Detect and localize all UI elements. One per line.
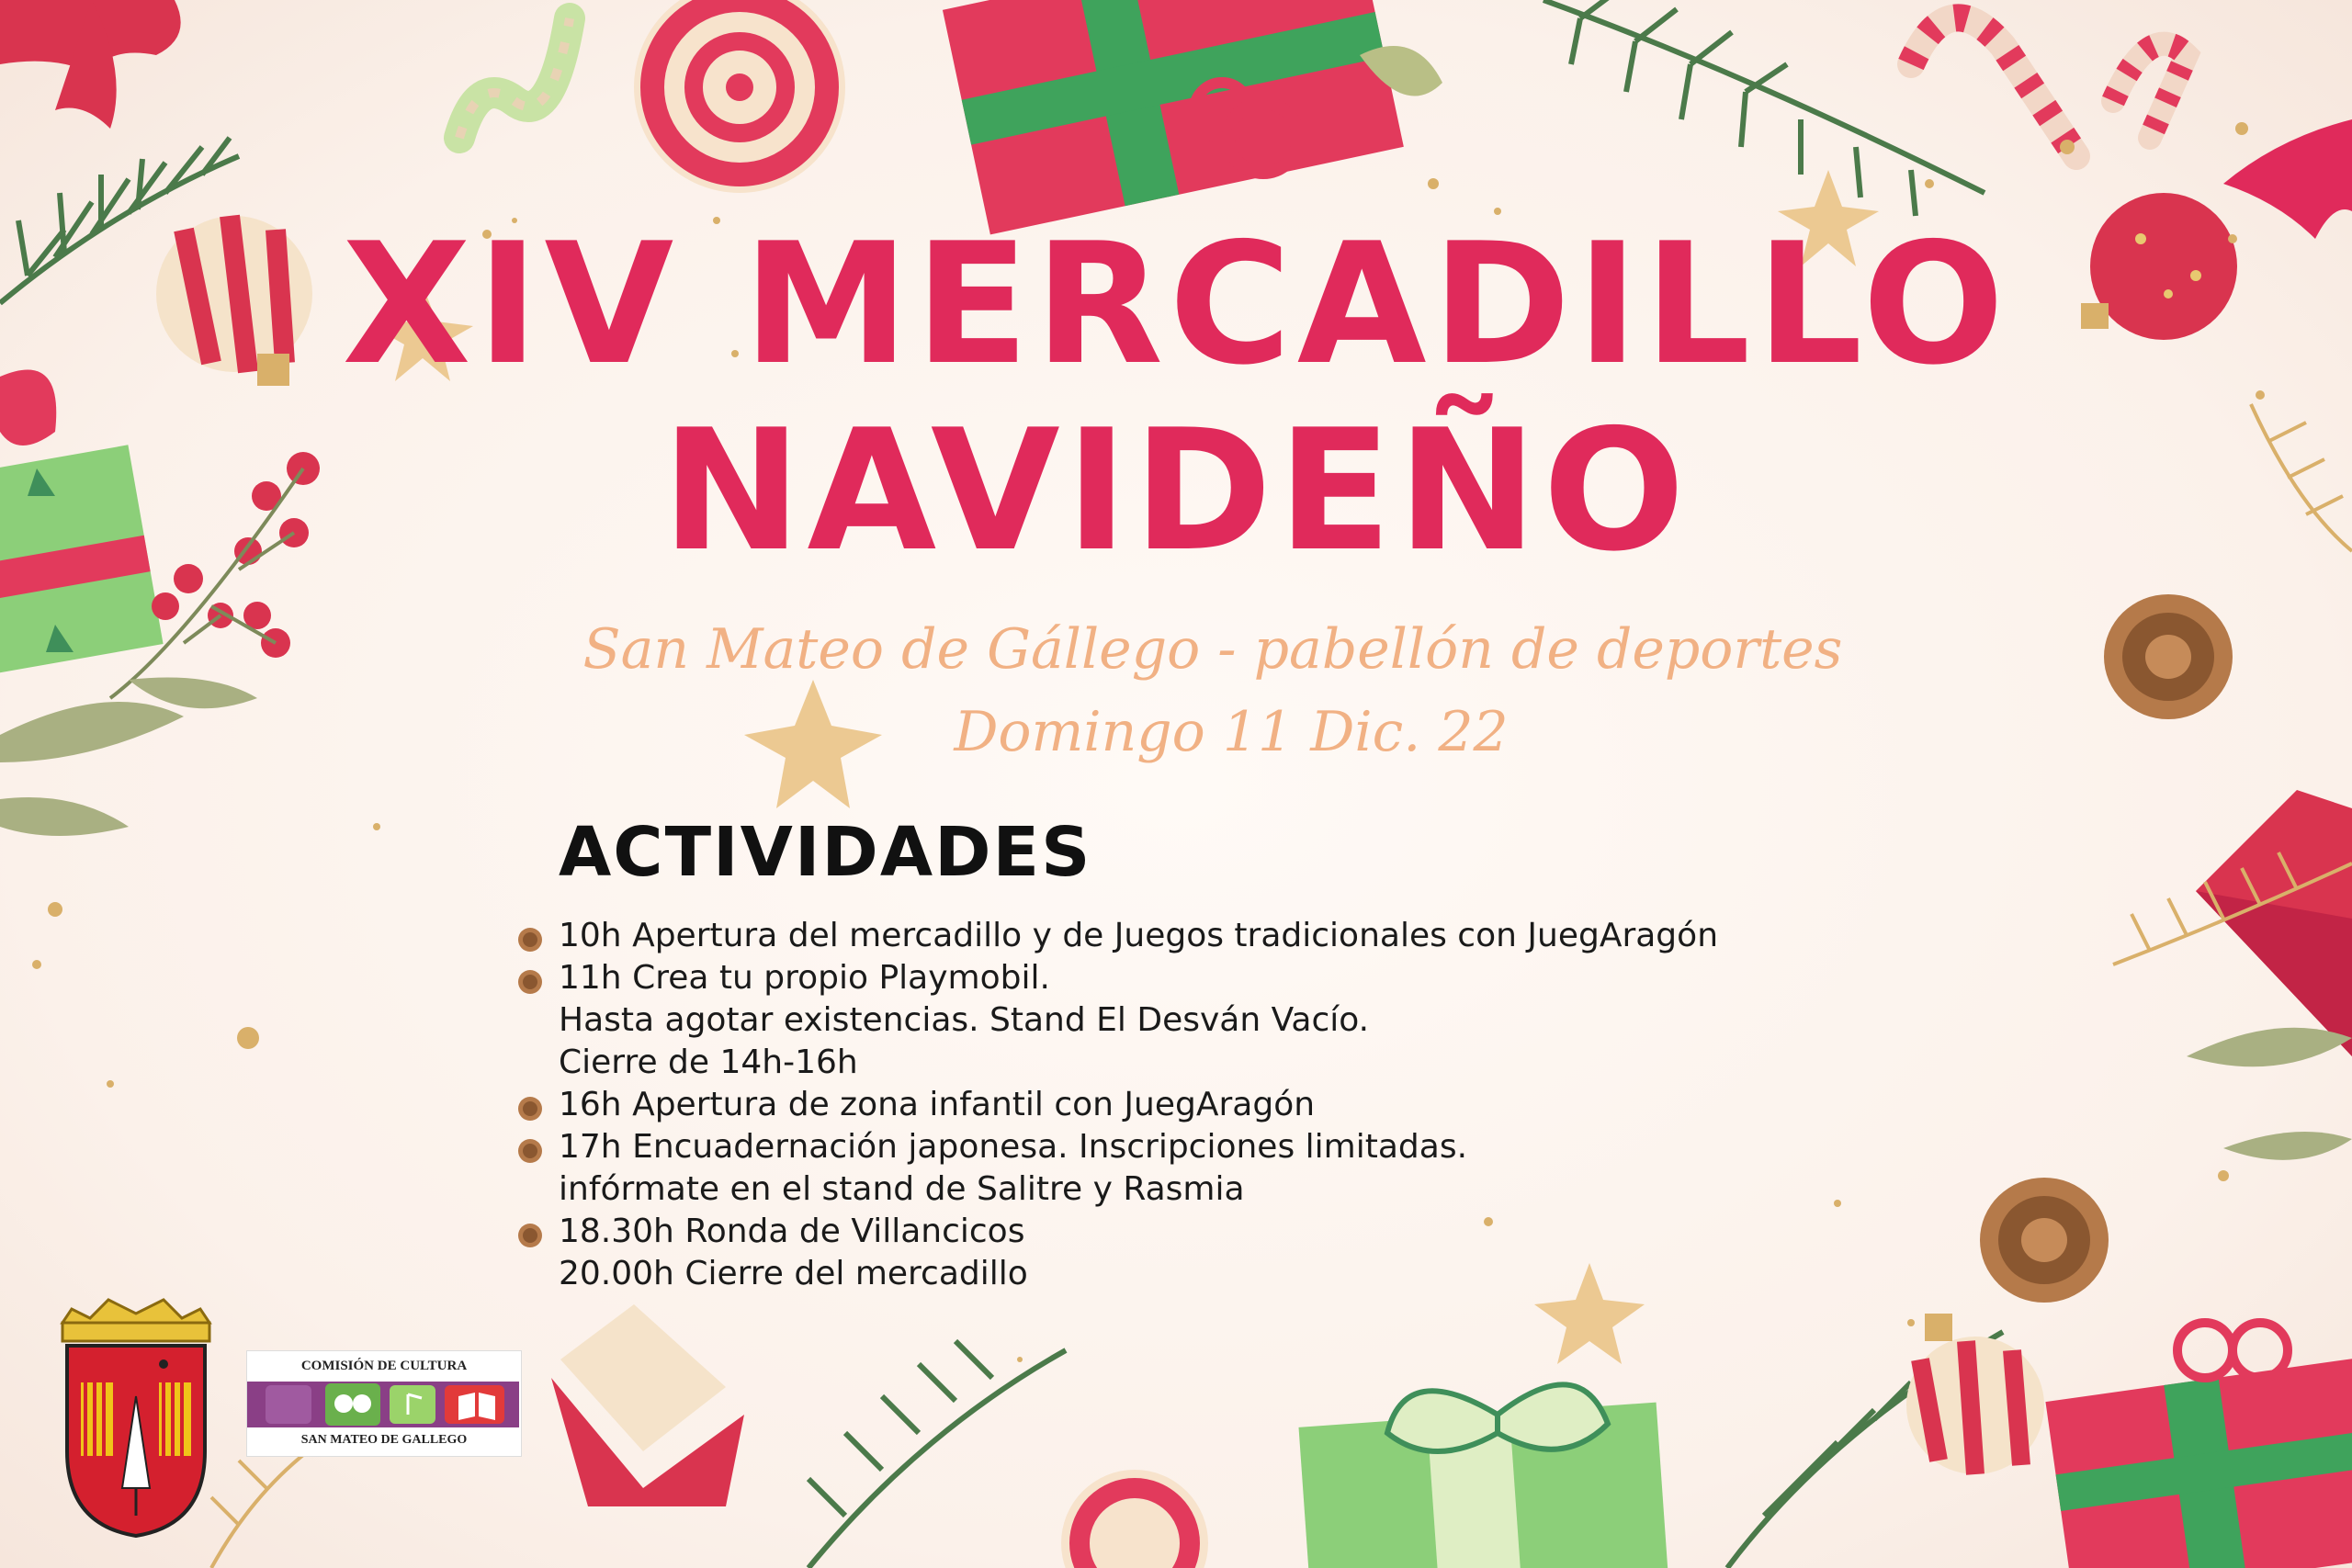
activity-text: 17h Encuadernación japonesa. Inscripciones limitadas. xyxy=(559,1128,1468,1166)
gift-icon xyxy=(2045,1323,2352,1568)
activity-text: 16h Apertura de zona infantil con JuegAragón xyxy=(559,1086,1316,1123)
activity-item xyxy=(516,1126,1718,1168)
pinecone-bullet-icon xyxy=(516,926,544,953)
pinecone-bullet-icon xyxy=(516,1095,544,1122)
activities-heading: ACTIVIDADES xyxy=(559,813,1092,892)
lollipop-icon xyxy=(634,0,845,193)
event-location: San Mateo de Gállego - pabellón de deportes xyxy=(582,617,1843,682)
pinecone-bullet-icon xyxy=(516,968,544,996)
activity-item xyxy=(516,999,1718,1042)
cultura-logo xyxy=(246,1350,522,1457)
cultura-icons xyxy=(247,1376,519,1433)
activity-item xyxy=(516,1168,1718,1211)
event-title-line1: XIV MERCADILLO xyxy=(342,207,2010,401)
activity-text: 11h Crea tu propio Playmobil. xyxy=(559,959,1050,997)
candy-cane-icon xyxy=(459,18,570,138)
activity-item xyxy=(516,1211,1718,1253)
activity-item xyxy=(516,915,1718,957)
pinecone-bullet-icon xyxy=(516,1137,544,1165)
pinecone-bullet-icon xyxy=(516,1222,544,1249)
event-title-line2: NAVIDEÑO xyxy=(662,393,1690,588)
candy-cane-icon xyxy=(1911,17,2187,156)
cultura-logo-title: COMISIÓN DE CULTURA xyxy=(300,1359,468,1373)
activity-text: 20.00h Cierre del mercadillo xyxy=(559,1255,1028,1292)
event-date: Domingo 11 Dic. 22 xyxy=(954,700,1509,764)
pinecone-icon xyxy=(1980,1178,2109,1303)
activity-item xyxy=(516,1042,1718,1084)
activity-item xyxy=(516,957,1718,999)
activity-text: 10h Apertura del mercadillo y de Juegos tradicionales con JuegAragón xyxy=(559,917,1719,954)
activity-text: Cierre de 14h-16h xyxy=(559,1043,858,1081)
ornament-icon xyxy=(1906,1314,2044,1474)
activity-item xyxy=(516,1084,1718,1126)
activity-text: 18.30h Ronda de Villancicos xyxy=(559,1213,1025,1250)
activities-list xyxy=(516,915,1718,1295)
lollipop-icon xyxy=(1061,1470,1208,1568)
gift-icon xyxy=(943,0,1404,234)
envelope-icon xyxy=(551,1304,744,1506)
gift-icon xyxy=(1298,1384,1668,1568)
activity-text: Hasta agotar existencias. Stand El Desván Vacío. xyxy=(559,1001,1370,1039)
cultura-logo-subtitle: SAN MATEO DE GALLEGO xyxy=(300,1433,468,1447)
coat-of-arms-icon xyxy=(35,1295,237,1543)
activity-item xyxy=(516,1253,1718,1295)
poinsettia-icon xyxy=(0,0,181,129)
activity-text: infórmate en el stand de Salitre y Rasmia xyxy=(559,1170,1245,1208)
